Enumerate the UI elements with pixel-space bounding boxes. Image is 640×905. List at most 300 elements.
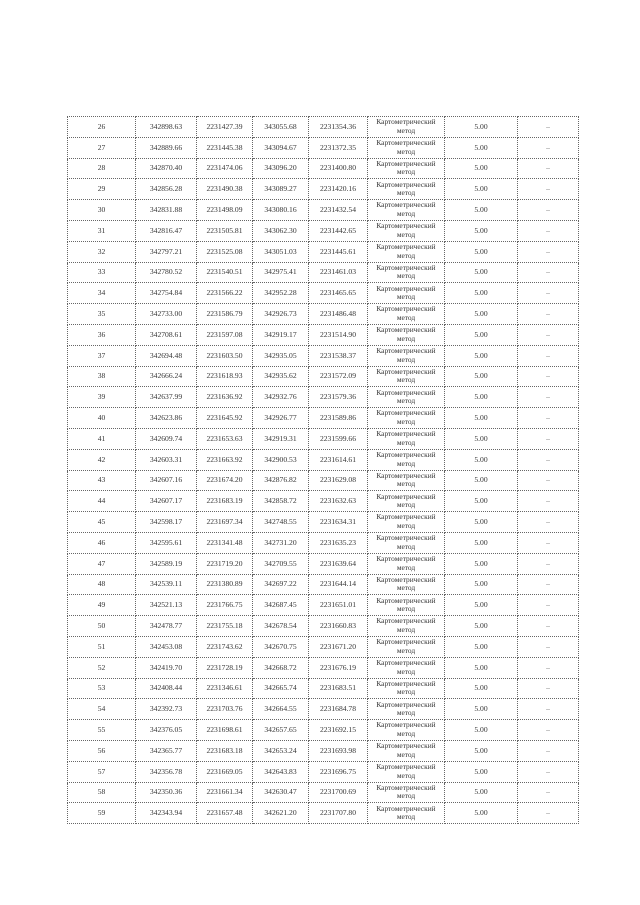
point-number-cell: 33	[68, 262, 136, 283]
table-row	[68, 678, 579, 699]
table-row	[68, 324, 579, 345]
method-cell: Картометрический метод	[368, 366, 445, 387]
y-coordinate-cell: 2231636.92	[197, 387, 253, 408]
method-cell: Картометрический метод	[368, 449, 445, 470]
x-coordinate-cell: 342539.11	[136, 574, 197, 595]
x-coordinate-cell: 342975.41	[253, 262, 309, 283]
point-number-cell: 32	[68, 241, 136, 262]
y-coordinate-cell: 2231490.38	[197, 179, 253, 200]
x-coordinate-cell: 342678.54	[253, 616, 309, 637]
y-coordinate-cell: 2231486.48	[309, 304, 368, 325]
table-row	[68, 491, 579, 512]
accuracy-cell: 5.00	[445, 117, 518, 138]
note-cell: –	[518, 616, 579, 637]
point-number-cell: 53	[68, 678, 136, 699]
accuracy-cell: 5.00	[445, 616, 518, 637]
accuracy-cell: 5.00	[445, 699, 518, 720]
y-coordinate-cell: 2231663.92	[197, 449, 253, 470]
accuracy-cell: 5.00	[445, 512, 518, 533]
point-number-cell: 37	[68, 345, 136, 366]
point-number-cell: 34	[68, 283, 136, 304]
y-coordinate-cell: 2231755.18	[197, 616, 253, 637]
x-coordinate-cell: 342664.55	[253, 699, 309, 720]
x-coordinate-cell: 343051.03	[253, 241, 309, 262]
method-cell: Картометрический метод	[368, 241, 445, 262]
point-number-cell: 27	[68, 137, 136, 158]
x-coordinate-cell: 342926.73	[253, 304, 309, 325]
note-cell: –	[518, 283, 579, 304]
point-number-cell: 47	[68, 553, 136, 574]
method-cell: Картометрический метод	[368, 636, 445, 657]
y-coordinate-cell: 2231697.34	[197, 512, 253, 533]
table-row	[68, 428, 579, 449]
point-number-cell: 40	[68, 408, 136, 429]
accuracy-cell: 5.00	[445, 366, 518, 387]
accuracy-cell: 5.00	[445, 782, 518, 803]
point-number-cell: 56	[68, 740, 136, 761]
x-coordinate-cell: 342657.65	[253, 720, 309, 741]
table-row	[68, 262, 579, 283]
method-cell: Картометрический метод	[368, 179, 445, 200]
note-cell: –	[518, 657, 579, 678]
point-number-cell: 44	[68, 491, 136, 512]
table-row	[68, 387, 579, 408]
y-coordinate-cell: 2231676.19	[309, 657, 368, 678]
y-coordinate-cell: 2231614.61	[309, 449, 368, 470]
note-cell: –	[518, 220, 579, 241]
note-cell: –	[518, 512, 579, 533]
y-coordinate-cell: 2231420.16	[309, 179, 368, 200]
y-coordinate-cell: 2231728.19	[197, 657, 253, 678]
x-coordinate-cell: 342621.20	[253, 803, 309, 824]
accuracy-cell: 5.00	[445, 428, 518, 449]
y-coordinate-cell: 2231445.61	[309, 241, 368, 262]
accuracy-cell: 5.00	[445, 595, 518, 616]
y-coordinate-cell: 2231432.54	[309, 200, 368, 221]
x-coordinate-cell: 342356.78	[136, 761, 197, 782]
note-cell: –	[518, 595, 579, 616]
x-coordinate-cell: 342858.72	[253, 491, 309, 512]
x-coordinate-cell: 342926.77	[253, 408, 309, 429]
note-cell: –	[518, 782, 579, 803]
point-number-cell: 30	[68, 200, 136, 221]
x-coordinate-cell: 342598.17	[136, 512, 197, 533]
accuracy-cell: 5.00	[445, 803, 518, 824]
accuracy-cell: 5.00	[445, 304, 518, 325]
note-cell: –	[518, 761, 579, 782]
x-coordinate-cell: 342419.70	[136, 657, 197, 678]
y-coordinate-cell: 2231639.64	[309, 553, 368, 574]
note-cell: –	[518, 532, 579, 553]
accuracy-cell: 5.00	[445, 345, 518, 366]
accuracy-cell: 5.00	[445, 574, 518, 595]
y-coordinate-cell: 2231683.19	[197, 491, 253, 512]
x-coordinate-cell: 342595.61	[136, 532, 197, 553]
table-row	[68, 408, 579, 429]
y-coordinate-cell: 2231719.20	[197, 553, 253, 574]
x-coordinate-cell: 342816.47	[136, 220, 197, 241]
x-coordinate-cell: 342630.47	[253, 782, 309, 803]
x-coordinate-cell: 342603.31	[136, 449, 197, 470]
table-row	[68, 574, 579, 595]
x-coordinate-cell: 343096.20	[253, 158, 309, 179]
accuracy-cell: 5.00	[445, 262, 518, 283]
note-cell: –	[518, 345, 579, 366]
note-cell: –	[518, 428, 579, 449]
x-coordinate-cell: 342889.66	[136, 137, 197, 158]
method-cell: Картометрический метод	[368, 803, 445, 824]
x-coordinate-cell: 342919.31	[253, 428, 309, 449]
y-coordinate-cell: 2231644.14	[309, 574, 368, 595]
point-number-cell: 58	[68, 782, 136, 803]
y-coordinate-cell: 2231634.31	[309, 512, 368, 533]
note-cell: –	[518, 387, 579, 408]
y-coordinate-cell: 2231632.63	[309, 491, 368, 512]
point-number-cell: 59	[68, 803, 136, 824]
note-cell: –	[518, 678, 579, 699]
y-coordinate-cell: 2231684.78	[309, 699, 368, 720]
note-cell: –	[518, 449, 579, 470]
x-coordinate-cell: 342935.05	[253, 345, 309, 366]
y-coordinate-cell: 2231498.09	[197, 200, 253, 221]
x-coordinate-cell: 343080.16	[253, 200, 309, 221]
table-row	[68, 304, 579, 325]
y-coordinate-cell: 2231461.03	[309, 262, 368, 283]
y-coordinate-cell: 2231354.36	[309, 117, 368, 138]
x-coordinate-cell: 342607.16	[136, 470, 197, 491]
table-row	[68, 720, 579, 741]
x-coordinate-cell: 342687.45	[253, 595, 309, 616]
y-coordinate-cell: 2231635.23	[309, 532, 368, 553]
y-coordinate-cell: 2231696.75	[309, 761, 368, 782]
point-number-cell: 45	[68, 512, 136, 533]
table-row	[68, 200, 579, 221]
table-row	[68, 657, 579, 678]
point-number-cell: 28	[68, 158, 136, 179]
x-coordinate-cell: 342935.62	[253, 366, 309, 387]
coordinates-table	[67, 116, 579, 824]
y-coordinate-cell: 2231603.50	[197, 345, 253, 366]
note-cell: –	[518, 304, 579, 325]
y-coordinate-cell: 2231445.38	[197, 137, 253, 158]
y-coordinate-cell: 2231341.48	[197, 532, 253, 553]
y-coordinate-cell: 2231597.08	[197, 324, 253, 345]
accuracy-cell: 5.00	[445, 657, 518, 678]
x-coordinate-cell: 342609.74	[136, 428, 197, 449]
x-coordinate-cell: 342665.74	[253, 678, 309, 699]
table-body	[68, 117, 579, 824]
y-coordinate-cell: 2231505.81	[197, 220, 253, 241]
method-cell: Картометрический метод	[368, 595, 445, 616]
x-coordinate-cell: 342697.22	[253, 574, 309, 595]
table-row	[68, 512, 579, 533]
note-cell: –	[518, 324, 579, 345]
x-coordinate-cell: 342666.24	[136, 366, 197, 387]
method-cell: Картометрический метод	[368, 283, 445, 304]
table-row	[68, 782, 579, 803]
y-coordinate-cell: 2231661.34	[197, 782, 253, 803]
note-cell: –	[518, 200, 579, 221]
accuracy-cell: 5.00	[445, 200, 518, 221]
x-coordinate-cell: 342748.55	[253, 512, 309, 533]
x-coordinate-cell: 342900.53	[253, 449, 309, 470]
table-row	[68, 553, 579, 574]
method-cell: Картометрический метод	[368, 782, 445, 803]
note-cell: –	[518, 803, 579, 824]
y-coordinate-cell: 2231700.69	[309, 782, 368, 803]
x-coordinate-cell: 342797.21	[136, 241, 197, 262]
point-number-cell: 38	[68, 366, 136, 387]
x-coordinate-cell: 342952.28	[253, 283, 309, 304]
coordinates-table-sheet	[67, 116, 578, 824]
table-row	[68, 761, 579, 782]
method-cell: Картометрический метод	[368, 117, 445, 138]
x-coordinate-cell: 342733.00	[136, 304, 197, 325]
accuracy-cell: 5.00	[445, 636, 518, 657]
point-number-cell: 26	[68, 117, 136, 138]
method-cell: Картометрический метод	[368, 491, 445, 512]
accuracy-cell: 5.00	[445, 553, 518, 574]
point-number-cell: 52	[68, 657, 136, 678]
note-cell: –	[518, 470, 579, 491]
table-row	[68, 220, 579, 241]
accuracy-cell: 5.00	[445, 761, 518, 782]
y-coordinate-cell: 2231589.86	[309, 408, 368, 429]
x-coordinate-cell: 342653.24	[253, 740, 309, 761]
y-coordinate-cell: 2231645.92	[197, 408, 253, 429]
x-coordinate-cell: 342780.52	[136, 262, 197, 283]
note-cell: –	[518, 179, 579, 200]
table-row	[68, 532, 579, 553]
point-number-cell: 57	[68, 761, 136, 782]
accuracy-cell: 5.00	[445, 158, 518, 179]
method-cell: Картометрический метод	[368, 324, 445, 345]
x-coordinate-cell: 342670.75	[253, 636, 309, 657]
table-row	[68, 449, 579, 470]
accuracy-cell: 5.00	[445, 387, 518, 408]
method-cell: Картометрический метод	[368, 345, 445, 366]
note-cell: –	[518, 408, 579, 429]
x-coordinate-cell: 342589.19	[136, 553, 197, 574]
note-cell: –	[518, 158, 579, 179]
point-number-cell: 35	[68, 304, 136, 325]
method-cell: Картометрический метод	[368, 678, 445, 699]
note-cell: –	[518, 117, 579, 138]
accuracy-cell: 5.00	[445, 179, 518, 200]
table-row	[68, 345, 579, 366]
x-coordinate-cell: 343055.68	[253, 117, 309, 138]
x-coordinate-cell: 342376.05	[136, 720, 197, 741]
x-coordinate-cell: 342453.08	[136, 636, 197, 657]
y-coordinate-cell: 2231579.36	[309, 387, 368, 408]
x-coordinate-cell: 342754.84	[136, 283, 197, 304]
x-coordinate-cell: 342709.55	[253, 553, 309, 574]
point-number-cell: 41	[68, 428, 136, 449]
accuracy-cell: 5.00	[445, 491, 518, 512]
note-cell: –	[518, 262, 579, 283]
y-coordinate-cell: 2231380.89	[197, 574, 253, 595]
y-coordinate-cell: 2231514.90	[309, 324, 368, 345]
x-coordinate-cell: 342870.40	[136, 158, 197, 179]
y-coordinate-cell: 2231442.65	[309, 220, 368, 241]
x-coordinate-cell: 342521.13	[136, 595, 197, 616]
y-coordinate-cell: 2231372.35	[309, 137, 368, 158]
y-coordinate-cell: 2231674.20	[197, 470, 253, 491]
note-cell: –	[518, 720, 579, 741]
y-coordinate-cell: 2231693.98	[309, 740, 368, 761]
y-coordinate-cell: 2231474.06	[197, 158, 253, 179]
x-coordinate-cell: 342856.28	[136, 179, 197, 200]
y-coordinate-cell: 2231599.66	[309, 428, 368, 449]
accuracy-cell: 5.00	[445, 283, 518, 304]
accuracy-cell: 5.00	[445, 678, 518, 699]
table-row	[68, 137, 579, 158]
table-row	[68, 283, 579, 304]
x-coordinate-cell: 342876.82	[253, 470, 309, 491]
y-coordinate-cell: 2231538.37	[309, 345, 368, 366]
y-coordinate-cell: 2231427.39	[197, 117, 253, 138]
method-cell: Картометрический метод	[368, 304, 445, 325]
point-number-cell: 54	[68, 699, 136, 720]
y-coordinate-cell: 2231572.09	[309, 366, 368, 387]
y-coordinate-cell: 2231657.48	[197, 803, 253, 824]
table-row	[68, 740, 579, 761]
x-coordinate-cell: 343089.27	[253, 179, 309, 200]
note-cell: –	[518, 491, 579, 512]
method-cell: Картометрический метод	[368, 657, 445, 678]
y-coordinate-cell: 2231683.51	[309, 678, 368, 699]
y-coordinate-cell: 2231669.05	[197, 761, 253, 782]
y-coordinate-cell: 2231692.15	[309, 720, 368, 741]
x-coordinate-cell: 342932.76	[253, 387, 309, 408]
y-coordinate-cell: 2231651.01	[309, 595, 368, 616]
point-number-cell: 50	[68, 616, 136, 637]
method-cell: Картометрический метод	[368, 137, 445, 158]
x-coordinate-cell: 342919.17	[253, 324, 309, 345]
y-coordinate-cell: 2231766.75	[197, 595, 253, 616]
x-coordinate-cell: 342623.86	[136, 408, 197, 429]
point-number-cell: 55	[68, 720, 136, 741]
note-cell: –	[518, 241, 579, 262]
point-number-cell: 46	[68, 532, 136, 553]
method-cell: Картометрический метод	[368, 720, 445, 741]
x-coordinate-cell: 342731.20	[253, 532, 309, 553]
method-cell: Картометрический метод	[368, 574, 445, 595]
accuracy-cell: 5.00	[445, 137, 518, 158]
point-number-cell: 31	[68, 220, 136, 241]
method-cell: Картометрический метод	[368, 532, 445, 553]
table-row	[68, 803, 579, 824]
point-number-cell: 43	[68, 470, 136, 491]
x-coordinate-cell: 342708.61	[136, 324, 197, 345]
table-row	[68, 636, 579, 657]
method-cell: Картометрический метод	[368, 200, 445, 221]
y-coordinate-cell: 2231743.62	[197, 636, 253, 657]
table-row	[68, 241, 579, 262]
note-cell: –	[518, 553, 579, 574]
x-coordinate-cell: 343062.30	[253, 220, 309, 241]
point-number-cell: 42	[68, 449, 136, 470]
y-coordinate-cell: 2231660.83	[309, 616, 368, 637]
y-coordinate-cell: 2231618.93	[197, 366, 253, 387]
y-coordinate-cell: 2231671.20	[309, 636, 368, 657]
y-coordinate-cell: 2231586.79	[197, 304, 253, 325]
note-cell: –	[518, 699, 579, 720]
point-number-cell: 51	[68, 636, 136, 657]
x-coordinate-cell: 342392.73	[136, 699, 197, 720]
x-coordinate-cell: 342350.36	[136, 782, 197, 803]
table-row	[68, 699, 579, 720]
point-number-cell: 48	[68, 574, 136, 595]
method-cell: Картометрический метод	[368, 512, 445, 533]
note-cell: –	[518, 366, 579, 387]
accuracy-cell: 5.00	[445, 241, 518, 262]
x-coordinate-cell: 342365.77	[136, 740, 197, 761]
y-coordinate-cell: 2231629.08	[309, 470, 368, 491]
accuracy-cell: 5.00	[445, 532, 518, 553]
table-row	[68, 117, 579, 138]
accuracy-cell: 5.00	[445, 470, 518, 491]
accuracy-cell: 5.00	[445, 449, 518, 470]
method-cell: Картометрический метод	[368, 553, 445, 574]
y-coordinate-cell: 2231683.18	[197, 740, 253, 761]
accuracy-cell: 5.00	[445, 720, 518, 741]
table-row	[68, 366, 579, 387]
x-coordinate-cell: 342831.88	[136, 200, 197, 221]
y-coordinate-cell: 2231525.08	[197, 241, 253, 262]
x-coordinate-cell: 342694.48	[136, 345, 197, 366]
note-cell: –	[518, 636, 579, 657]
method-cell: Картометрический метод	[368, 470, 445, 491]
point-number-cell: 29	[68, 179, 136, 200]
y-coordinate-cell: 2231346.61	[197, 678, 253, 699]
y-coordinate-cell: 2231698.61	[197, 720, 253, 741]
table-row	[68, 158, 579, 179]
point-number-cell: 39	[68, 387, 136, 408]
point-number-cell: 36	[68, 324, 136, 345]
y-coordinate-cell: 2231566.22	[197, 283, 253, 304]
table-row	[68, 179, 579, 200]
x-coordinate-cell: 342637.99	[136, 387, 197, 408]
y-coordinate-cell: 2231707.80	[309, 803, 368, 824]
y-coordinate-cell: 2231703.76	[197, 699, 253, 720]
x-coordinate-cell: 342668.72	[253, 657, 309, 678]
y-coordinate-cell: 2231465.65	[309, 283, 368, 304]
method-cell: Картометрический метод	[368, 387, 445, 408]
method-cell: Картометрический метод	[368, 428, 445, 449]
accuracy-cell: 5.00	[445, 408, 518, 429]
y-coordinate-cell: 2231653.63	[197, 428, 253, 449]
accuracy-cell: 5.00	[445, 324, 518, 345]
y-coordinate-cell: 2231400.80	[309, 158, 368, 179]
x-coordinate-cell: 342408.44	[136, 678, 197, 699]
method-cell: Картометрический метод	[368, 220, 445, 241]
method-cell: Картометрический метод	[368, 408, 445, 429]
table-row	[68, 616, 579, 637]
method-cell: Картометрический метод	[368, 761, 445, 782]
accuracy-cell: 5.00	[445, 220, 518, 241]
note-cell: –	[518, 740, 579, 761]
note-cell: –	[518, 137, 579, 158]
note-cell: –	[518, 574, 579, 595]
x-coordinate-cell: 342478.77	[136, 616, 197, 637]
x-coordinate-cell: 342343.94	[136, 803, 197, 824]
method-cell: Картометрический метод	[368, 740, 445, 761]
table-row	[68, 595, 579, 616]
method-cell: Картометрический метод	[368, 616, 445, 637]
method-cell: Картометрический метод	[368, 262, 445, 283]
method-cell: Картометрический метод	[368, 158, 445, 179]
